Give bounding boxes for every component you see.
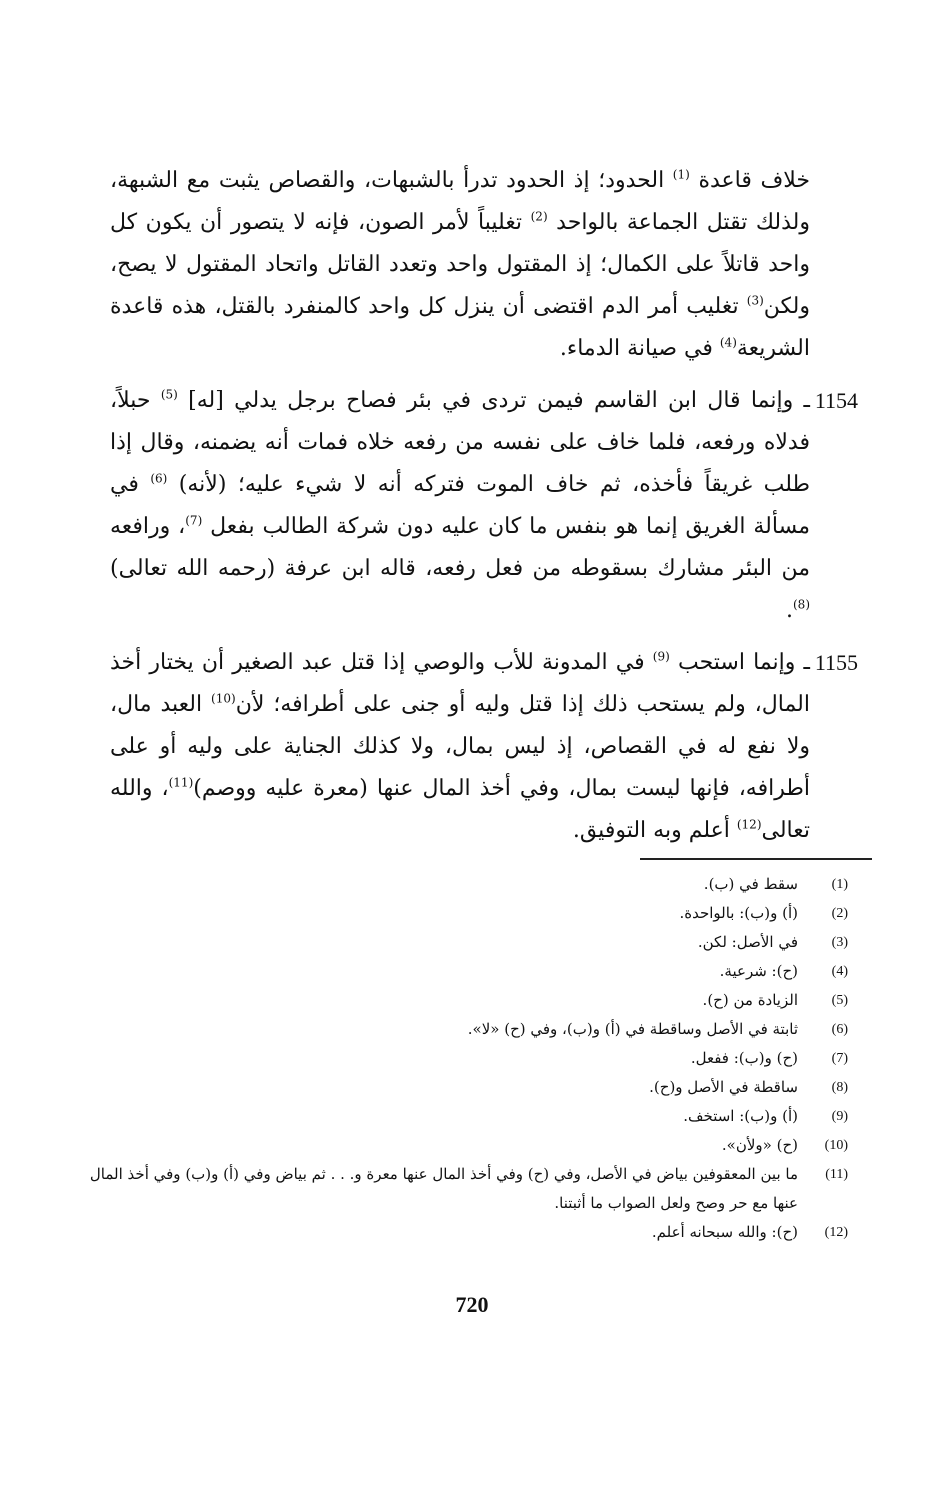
footnote-number: (5) [831,993,848,1008]
footnote-item [88,870,848,899]
paragraph-number: 1154 [814,388,858,413]
footnote-number: (7) [831,1051,848,1066]
footnote-ref[interactable]: (2) [530,209,548,224]
text-segment: ـ وإنما استحب [677,650,810,675]
footnote-item [88,1073,848,1102]
footnote-text: (ح): شرعية. [719,962,798,980]
text-segment: تغليباً لأمر الصون، فإنه لا يتصور أن يكون كل واحد قاتلاً على الكمال؛ إذ المقتول واحد وتعدد القاتل واتحاد المقتول لا يصح، ولكن [110,210,810,319]
text-segment: في صيانة الدماء. [559,336,720,361]
footnote-text: ثابتة في الأصل وساقطة في (أ) و(ب)، وفي (ح) «لا». [467,1020,798,1038]
text-segment: العبد مال، ولا نفع له في القصاص، إذ ليس بمال، ولا كذلك الجناية على وليه أو على أطرافه، فإنها ليست بمال، وفي أخذ المال عنها (معرة عليه ووصم) [110,692,810,801]
footnote-number: (8) [831,1080,848,1095]
footnote-text: سقط في (ب). [703,875,798,893]
footnote-number: (3) [831,935,848,950]
footnote-item [88,928,848,957]
text-segment: ، ورافعه من البئر مشارك بسقوطه من فعل رفعه، قاله ابن عرفة (رحمه الله تعالى) [110,514,810,581]
footnote-ref[interactable]: (12) [736,817,762,832]
footnote-item [88,899,848,928]
text-segment: في المدونة للأب والوصي إذا قتل عبد الصغير أن يختار أخذ المال، ولم يستحب ذلك إذا قتل وليه أو جنى على أطرافه؛ لأن [110,650,810,717]
footnote-ref[interactable]: (5) [160,387,178,402]
text-segment: أعلم وبه التوفيق. [572,818,737,843]
footnote-item [88,1015,848,1044]
paragraph-continuation [110,160,810,370]
text-segment: تغليب أمر الدم اقتضى أن ينزل كل واحد كالمنفرد بالقتل، هذه قاعدة الشريعة [110,294,810,361]
footnote-item [88,957,848,986]
footnote-ref[interactable]: (3) [746,293,764,308]
paragraph-1154 [110,380,858,632]
footnote-ref[interactable]: (6) [150,471,168,486]
footnote-number: (10) [824,1138,848,1153]
footnote-ref[interactable]: (1) [672,167,690,182]
footnote-item [88,1102,848,1131]
footnote-text: ساقطة في الأصل و(ح). [649,1078,798,1096]
text-segment: حبلاً، فدلاه ورفعه، فلما خاف على نفسه من رفعه خلاه فمات أنه يضمنه، وقال إذا طلب غريقاً فأخذه، ثم خاف الموت فتركه أنه لا شيء عليه؛ (لأنه) [110,388,810,497]
footnote-ref[interactable]: (8) [792,597,810,612]
footnote-number: (4) [831,964,848,979]
main-text [110,160,858,862]
footnote-ref[interactable]: (11) [168,775,194,790]
paragraph-number: 1155 [814,650,858,675]
footnote-ref[interactable]: (7) [185,513,203,528]
text-segment: في مسألة الغريق إنما هو بنفس ما كان عليه دون شركة الطالب بفعل [110,472,810,539]
footnote-text: (ح) و(ب): ففعل. [690,1049,798,1067]
text-segment: الحدود؛ إذ الحدود تدرأ بالشبهات، والقصاص يثبت مع الشبهة، ولذلك تقتل الجماعة بالواحد [110,168,810,235]
footnote-number: (12) [824,1225,848,1240]
footnote-item [88,1218,848,1247]
footnote-text: في الأصل: لكن. [697,933,798,951]
footnotes [88,870,848,1247]
footnote-ref[interactable]: (9) [652,649,670,664]
text-segment: ـ وإنما قال ابن القاسم فيمن تردى في بئر فصاح برجل يدلي [له] [188,388,810,413]
footnote-item [88,1131,848,1160]
footnote-text: (ح) «ولأن». [721,1136,798,1154]
paragraph-1155 [110,642,858,852]
footnote-ref[interactable]: (4) [719,335,737,350]
footnote-text: الزيادة من (ح). [702,991,798,1009]
footnote-text: ما بين المعقوفين بياض في الأصل، وفي (ح) وفي أخذ المال عنها معرة و. . . ثم بياض وفي (أ) و(ب) وفي أخذ المال عنها مع حر وصح ولعل الصواب ما أثبتنا. [89,1165,798,1212]
footnote-divider [640,858,872,860]
footnote-item [88,986,848,1015]
footnote-text: (ح): والله سبحانه أعلم. [651,1223,798,1241]
text-segment: . [785,598,793,623]
page-number: 720 [455,1292,489,1317]
footnote-text: (أ) و(ب): استخف. [683,1107,798,1125]
footnote-item [88,1044,848,1073]
footnote-item [88,1160,848,1218]
footnote-text: (أ) و(ب): بالواحدة. [679,904,798,922]
footnote-ref[interactable]: (10) [211,691,236,706]
footnote-number: (6) [831,1022,848,1037]
footnote-number: (1) [831,877,848,892]
text-segment: خلاف قاعدة [698,168,811,193]
footnote-number: (2) [831,906,848,921]
text-segment: ، والله تعالى [110,776,810,843]
footnote-number: (9) [831,1109,848,1124]
footnote-number: (11) [825,1167,848,1182]
